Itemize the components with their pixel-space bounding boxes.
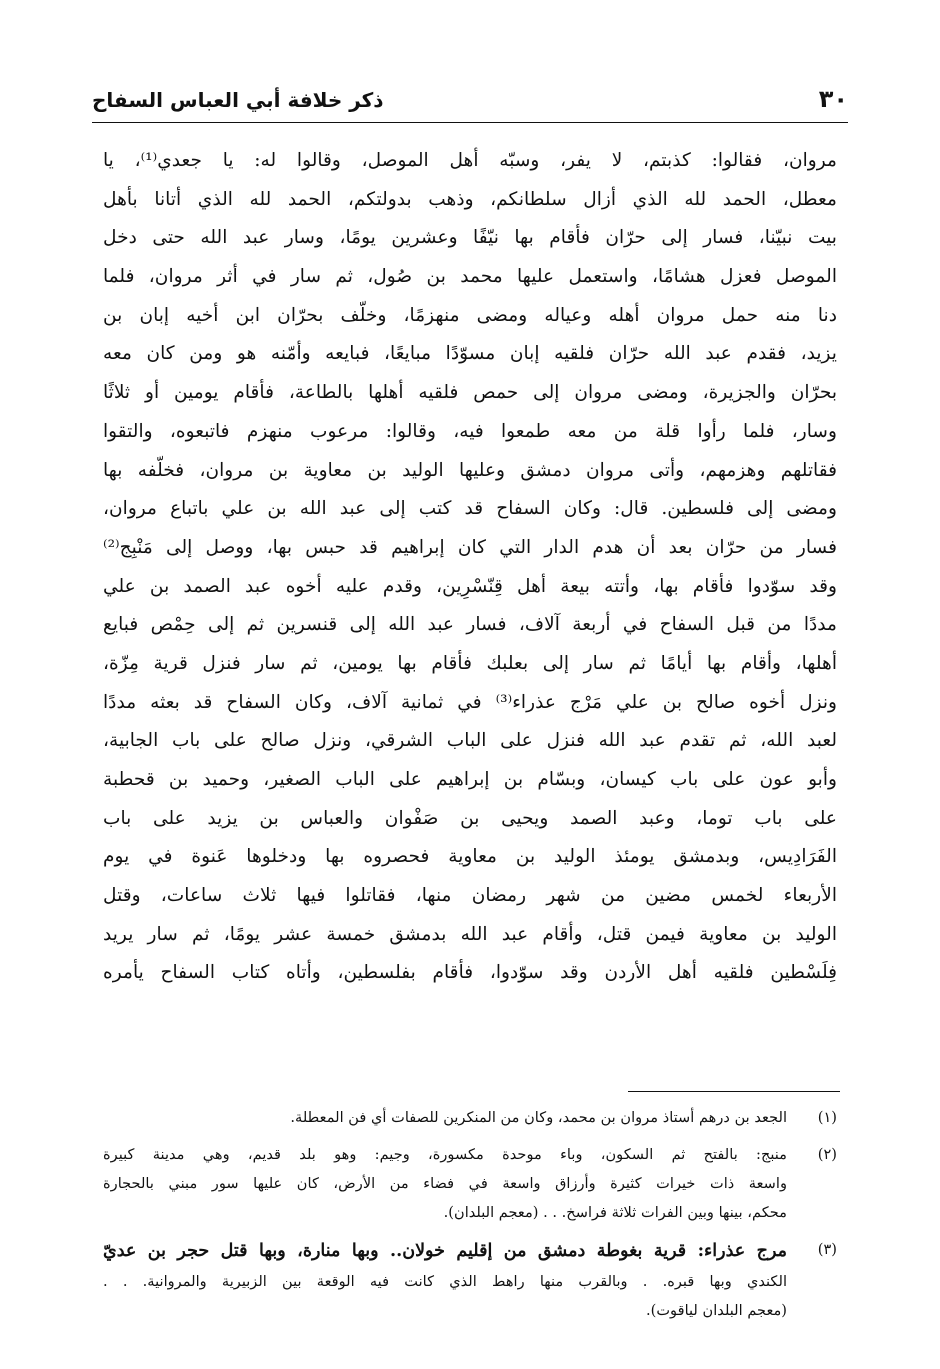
body-line: وقد سوّدوا فأقام بها، وأتته بيعة أهل قِنّسْرِين، وقدم عليه أخوه عبد الصمد بن علي	[103, 575, 837, 597]
running-title: ذكر خلافة أبي العباس السفاح	[92, 88, 384, 112]
body-line: الأربعاء لخمس مضين من شهر رمضان منها، فقاتلوا فيها ثلاث ساعات، وقتل	[103, 885, 837, 907]
body-line: مروان، فقالوا: كذبتم، لا يفر، وسبّه أهل الموصل، وقالوا له: يا جعدي⁽¹⁾، يا	[103, 150, 837, 171]
body-text	[103, 142, 837, 1072]
body-line: وسار، فلما رأوا قلة من معه طمعوا فيه، وقالوا: مرعوب منهزم فاتبعوه، والتقوا	[103, 420, 837, 442]
footnote-1	[103, 1103, 837, 1132]
footnote-line: مرج عذراء: قرية بغوطة دمشق من إقليم خولان.. وبها منارة، وبها قتل حجر بن عديّ	[103, 1241, 787, 1261]
footnote-line: منبج: بالفتح ثم السكون، وباء موحدة مكسورة، وجيم: وهو بلد قديم، وهي مدينة كبيرة	[103, 1146, 787, 1163]
footnote-marker: (٢)	[817, 1146, 837, 1163]
page-number: ٣٠	[818, 85, 848, 113]
footnote-divider	[628, 1091, 840, 1092]
footnotes	[103, 1103, 837, 1333]
body-line: معطل، الحمد لله الذي أزال سلطانكم، وذهب بدولتكم، الحمد لله الذي أتانا بأهل	[103, 188, 837, 210]
page-header	[92, 84, 848, 123]
body-line: يزيد، فقدم عبد الله حرّان فلقيه إبان مسوّدًا مبايعًا، فبايعه وأمّنه هو ومن كان معه	[103, 343, 837, 365]
body-line: الموصل فعزل هشامًا، واستعمل عليها محمد بن صُول، ثم سار في أثر مروان، فلما	[103, 266, 837, 288]
body-line: دنا منه حمل مروان أهله وعياله ومضى منهزمًا، وخلّف بحرّان ابن أخيه إبان بن	[103, 304, 837, 326]
body-line: لعبد الله، ثم تقدم عبد الله فنزل على الباب الشرقي، ونزل صالح على باب الجابية،	[103, 730, 837, 752]
body-line: ونزل أخوه صالح بن علي مَرْج عذراء⁽³⁾ في ثمانية آلاف، وكان السفاح قد بعثه مددًا	[103, 691, 837, 713]
body-line: على باب توما، وعبد الصمد ويحيى بن صَفْوان والعباس بن يزيد على باب	[103, 807, 837, 829]
footnote-line: الجعد بن درهم أستاذ مروان بن محمد، وكان من المنكرين للصفات أي فن المعطلة.	[290, 1109, 787, 1126]
body-line: ومضى إلى فلسطين. قال: وكان السفاح قد كتب إلى عبد الله بن علي باتباع مروان،	[103, 498, 837, 520]
footnote-3	[103, 1235, 837, 1325]
body-line: بحرّان والجزيرة، ومضى مروان إلى حمص فلقيه أهلها بالطاعة، فأقام يومين أو ثلاثًا	[103, 382, 837, 404]
body-line: الوليد بن معاوية فيمن قتل، وأقام عبد الله بدمشق خمسة عشر يومًا، ثم سار يريد	[103, 923, 837, 945]
footnote-line: (معجم البلدان لياقوت).	[645, 1302, 787, 1319]
body-line: بيت نبيّنا، فسار إلى حرّان فأقام بها نيّفًا وعشرين يومًا، وسار عبد الله حتى دخل	[103, 227, 837, 249]
body-line: فسار من حرّان بعد أن هدم الدار التي كان إبراهيم قد حبس بها، ووصل إلى مَنْبِج⁽²⁾	[103, 536, 837, 558]
body-line: الفَرَادِيس، وبدمشق يومئذ الوليد بن معاوية فحصروه بها ودخلوها عَنوة في يوم	[103, 846, 837, 868]
footnote-line: محكم، بينها وبين الفرات ثلاثة فراسخ. . . (معجم البلدان).	[443, 1204, 787, 1221]
footnote-line: الكندي وبها قبره. . وبالقرب منها راهط الذي كانت فيه الوقعة بين الزبيرية والمروانية. . .	[103, 1273, 787, 1290]
body-line: فِلَسْطين فلقيه أهل الأردن وقد سوّدوا، فأقام بفلسطين، وأتاه كتاب السفاح يأمره	[103, 962, 837, 984]
footnote-2	[103, 1140, 837, 1227]
body-line: وأبو عون على باب كيسان، وبسّام بن إبراهيم على الباب الصغير، وحميد بن قحطبة	[103, 769, 837, 790]
footnote-marker: (١)	[817, 1109, 837, 1126]
footnote-marker: (٣)	[817, 1241, 837, 1258]
body-line: مددًا من قبل السفاح في أربعة آلاف، فسار عبد الله إلى قنسرين ثم إلى حِمْص فبايع	[103, 614, 837, 636]
body-line: أهلها، وأقام بها أيامًا ثم سار إلى بعلبك فأقام بها يومين، ثم سار فنزل قرية مِزّة،	[103, 652, 837, 674]
body-line: فقاتلهم وهزمهم، وأتى مروان دمشق وعليها الوليد بن معاوية بن مروان، فخلّفه بها	[103, 459, 837, 481]
footnote-line: واسعة ذات خيرات كثيرة وأرزاق واسعة في فضاء من الأرض، كان عليها سور مبني بالحجارة	[103, 1175, 787, 1192]
